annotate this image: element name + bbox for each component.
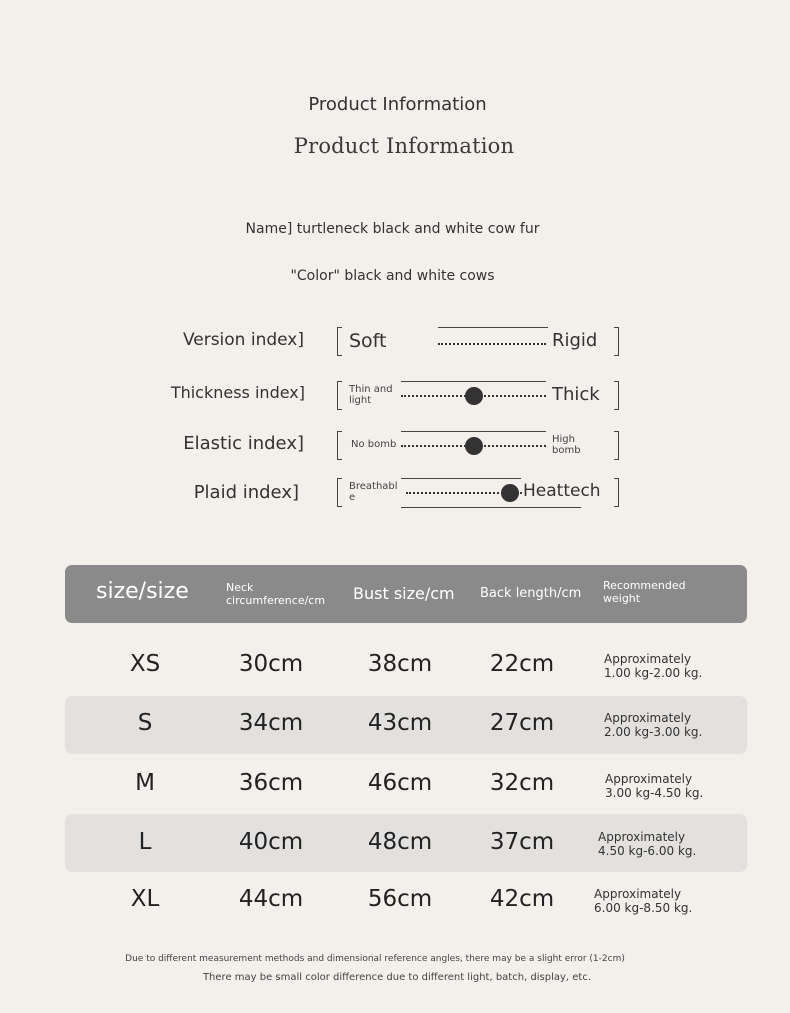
elastic-index-scale: [337, 431, 619, 460]
plaid-index-scale: [337, 478, 619, 507]
version-index-label: Version index]: [182, 330, 304, 350]
size-cell: S: [137, 710, 153, 736]
back-cell: 37cm: [489, 829, 555, 855]
product-name: Name] turtleneck black and white cow fur: [245, 221, 540, 237]
neck-cell: 30cm: [238, 651, 304, 677]
header-back: Back length/cm: [480, 586, 582, 601]
weight-cell: Approximately 6.00 kg-8.50 kg.: [594, 887, 693, 915]
thickness-left-label: Thin and light: [349, 384, 393, 406]
weight-cell: Approximately 4.50 kg-6.00 kg.: [598, 830, 697, 858]
thickness-right-label: Thick: [552, 384, 600, 405]
footer-note-color: There may be small color difference due to different light, batch, display, etc.: [202, 972, 592, 983]
plaid-right-label: Heattech: [523, 481, 601, 501]
thickness-level-knob: [465, 387, 483, 405]
size-cell: L: [138, 829, 152, 855]
size-table-header: [65, 565, 747, 623]
elastic-index-label: Elastic index]: [183, 433, 304, 454]
version-right-label: Rigid: [552, 330, 598, 351]
section-title-serif: Product Information: [293, 134, 515, 158]
bust-cell: 56cm: [367, 886, 433, 912]
bust-cell: 43cm: [367, 710, 433, 736]
header-neck: Neck circumference/cm: [226, 581, 326, 607]
size-cell: XS: [129, 651, 161, 677]
neck-cell: 40cm: [238, 829, 304, 855]
product-color: "Color" black and white cows: [290, 268, 495, 284]
back-cell: 27cm: [489, 710, 555, 736]
elastic-right-label: High bomb: [552, 434, 581, 456]
size-cell: M: [135, 770, 155, 796]
weight-cell: Approximately 1.00 kg-2.00 kg.: [604, 652, 703, 680]
bust-cell: 38cm: [367, 651, 433, 677]
elastic-left-label: No bomb: [351, 439, 397, 450]
back-cell: 32cm: [489, 770, 555, 796]
weight-cell: Approximately 3.00 kg-4.50 kg.: [605, 772, 704, 800]
header-weight: Recommended weight: [603, 579, 686, 605]
back-cell: 42cm: [489, 886, 555, 912]
size-cell: XL: [130, 886, 160, 912]
thickness-index-label: Thickness index]: [170, 383, 305, 402]
footer-note-measurement: Due to different measurement methods and dimensional reference angles, there may be a slight error (1-2cm): [125, 954, 625, 964]
back-cell: 22cm: [489, 651, 555, 677]
neck-cell: 36cm: [238, 770, 304, 796]
plaid-level-knob: [501, 484, 519, 502]
plaid-index-label: Plaid index]: [193, 482, 299, 503]
neck-cell: 44cm: [238, 886, 304, 912]
bust-cell: 48cm: [367, 829, 433, 855]
neck-cell: 34cm: [238, 710, 304, 736]
weight-cell: Approximately 2.00 kg-3.00 kg.: [604, 711, 703, 739]
header-size: size/size: [96, 579, 189, 604]
version-left-label: Soft: [349, 330, 387, 352]
elastic-level-knob: [465, 437, 483, 455]
header-bust: Bust size/cm: [353, 584, 455, 603]
plaid-left-label: Breathable: [349, 481, 398, 503]
bust-cell: 46cm: [367, 770, 433, 796]
section-title: Product Information: [308, 94, 487, 115]
thickness-index-scale: [337, 381, 619, 410]
version-index-scale: [337, 327, 619, 356]
